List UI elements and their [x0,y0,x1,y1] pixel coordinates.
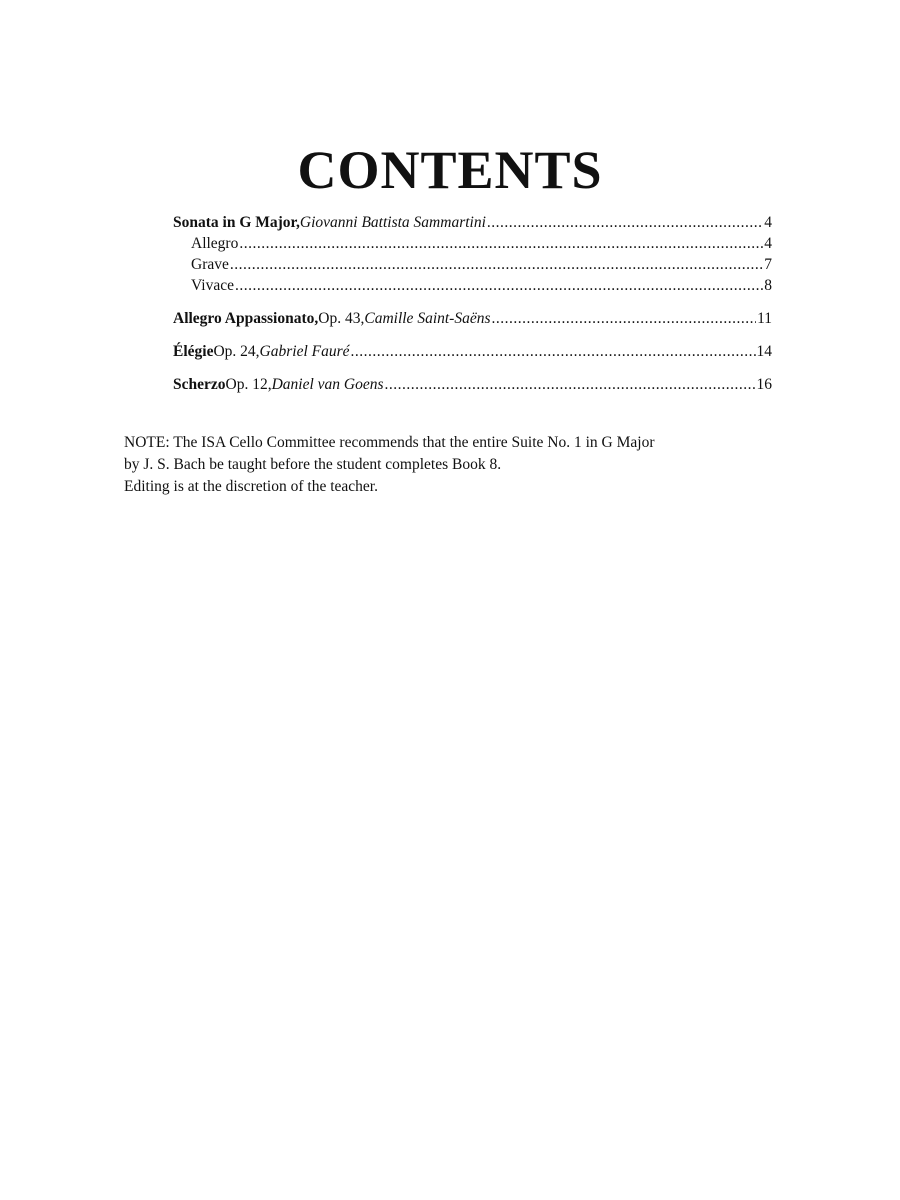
toc-entry-title: Sonata in G Major, [173,214,300,231]
dot-leader [235,275,763,296]
note-line: Editing is at the discretion of the teacher. [124,478,378,495]
toc-entry-title: Élégie [173,343,214,360]
toc-subentry-vivace [173,275,772,296]
toc-entry-title: Allegro Appassionato, [173,310,319,327]
note-line: by J. S. Bach be taught before the student completes Book 8. [124,456,502,473]
table-of-contents [173,212,772,395]
toc-movement-title: Grave [191,256,229,273]
editorial-note [124,432,784,498]
dot-leader [492,308,757,329]
toc-entry-elegie [173,341,772,362]
toc-entry-composer: Camille Saint-Saëns [364,310,491,327]
toc-subentry-grave [173,254,772,275]
dot-leader [230,254,763,275]
toc-entry-title: Scherzo [173,376,226,393]
toc-entry-composer: Gabriel Fauré [259,343,350,360]
toc-movement-title: Allegro [191,235,239,252]
toc-movement-title: Vivace [191,277,234,294]
toc-page-number: 8 [764,277,772,294]
toc-entry-composer: Daniel van Goens [271,376,384,393]
toc-page-number: 7 [764,256,772,273]
dot-leader [351,341,756,362]
toc-subentry-allegro [173,233,772,254]
page-title: CONTENTS [297,140,603,200]
toc-entry-allegro-appassionato [173,308,772,329]
toc-page-number: 4 [764,235,772,252]
toc-page-number: 11 [757,310,772,327]
toc-entry-scherzo [173,374,772,395]
dot-leader [487,212,763,233]
toc-entry-opus: Op. 43, [318,310,365,327]
dot-leader [385,374,756,395]
toc-entry-opus: Op. 12, [225,376,272,393]
dot-leader [239,233,763,254]
toc-page-number: 16 [756,376,772,393]
toc-entry-sonata [173,212,772,233]
toc-page-number: 4 [764,214,772,231]
toc-entry-opus: Op. 24, [213,343,260,360]
toc-entry-composer: Giovanni Battista Sammartini [299,214,486,231]
note-line: NOTE: The ISA Cello Committee recommends that the entire Suite No. 1 in G Major [124,434,655,451]
toc-page-number: 14 [756,343,772,360]
